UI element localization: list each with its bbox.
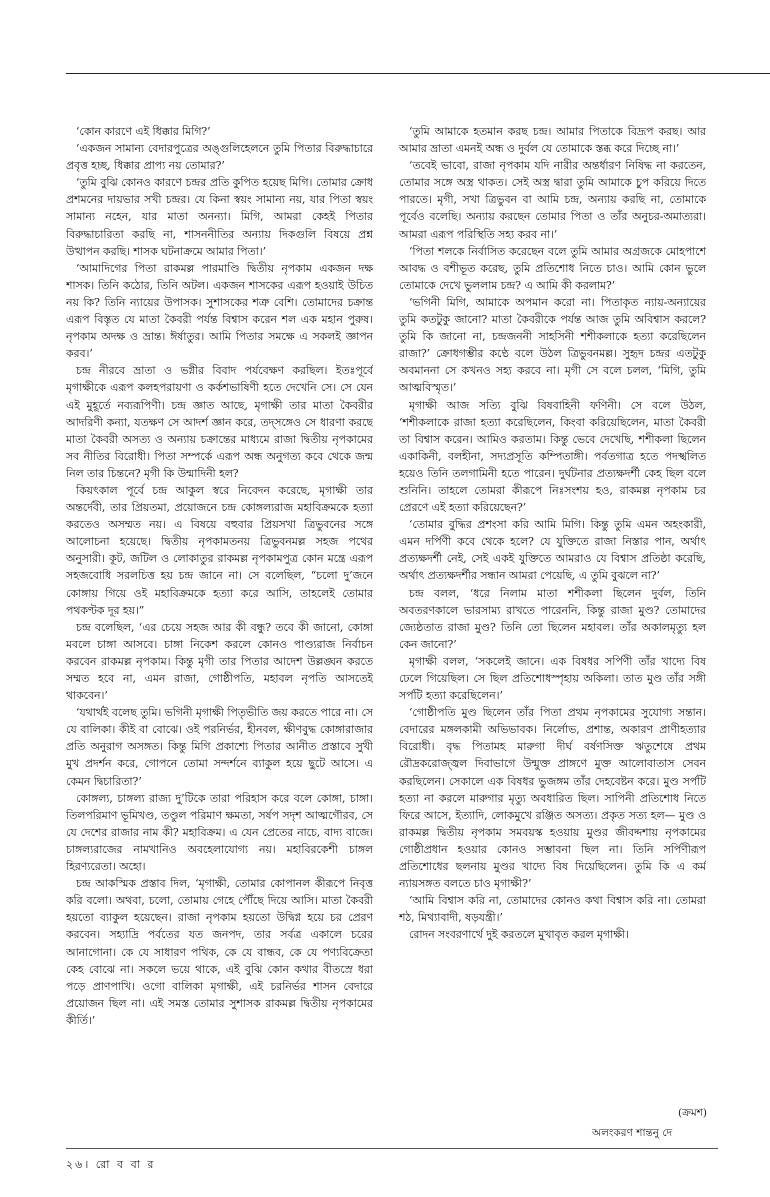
paragraph: চন্দ্র নীরবে ভ্রাতা ও ভগ্নীর বিবাদ পর্যবেক্ষণ করছিল। ইতঃপূর্বে মৃগাক্ষীকে এরূপ কলহপরায়ণা ও কর্কশভাষিণী হতে দেখেনি সে। সে যেন এই মুহূর্তে নব্যরূপিণী। চন্দ্র জ্ঞাত আছে, মৃগাক্ষী তার মাতা কৈবরীর আদরিণী কন্যা, যতক্ষণ সে আদর্শ জ্ঞান করে, তদ্‌সঙ্গেও সে ধারণা করছে মাতা কৈবরী অসত্য ও অন্যায় চক্রান্তের মাধ্যমে রাজা দ্বিতীয় নৃপকামের সব নীতির বিরোধী। পিতা সম্পর্কে এরূপ অন্ধ অনুগত্য কবে থেকে জন্ম নিল তার চিন্তনে? মৃগী কি উন্মাদিনী হল?: [66, 364, 373, 480]
paragraph: ‘তুমি বুঝি কোনও কারণে চন্দ্রর প্রতি কুপিত হয়েছ মিগি। তোমার ক্রোধ প্রশমনের দায়ভার সখী চন্দ্রর। যে কিনা স্বয়ং সামান্য নয়, যার পিতা স্বয়ং সামান্য নহেন, যার মাতা অনন্যা। মিগি, আমরা কেহই পিতার বিরুদ্ধাচারিতা করছি না, শাসননীতির অন্যায় দিকগুলি বিষয়ে প্রশ্ন উত্থাপন করছি। শাসক ঘটনাক্রমে আমার পিতা।’: [66, 176, 373, 258]
paragraph: মৃগাক্ষী আজ সত্যি বুঝি বিষবাহিনী ফণিনী। সে বলে উঠল, ‘শশীকলাকে রাজা হত্যা করেছিলেন, কিংবা করিয়েছিলেন, মাতা কৈবরী তা বিশ্বাস করেন। আমিও করতাম। কিন্তু ভেবে দেখেছি, শশীকলা ছিলেন একাকিনী, বলহীনা, সদ্যপ্রসূতি কম্পিতাঙ্গী। পর্বতগাত্র হতে পদস্খলিত হয়েও তিনি তলগামিনী হতে পারেন। দুর্ঘটনার প্রত্যক্ষদর্শী কেহ ছিল বলে শুনিনি। তাহলে তোমরা কীরূপে নিঃসংশয় হও, রাকমল্ল নৃপকাম চর প্রেরণে এই হত্যা করিয়েছেন?’: [399, 398, 706, 515]
paragraph: ‘একজন সামান্য বেদারপুত্রের অঙ্গুলিহেলনে তুমি পিতার বিরুদ্ধাচারে প্রবৃত্ত হচ্ছ, ধিক্কার প্রাপ্য নয় তোমার?’: [66, 142, 373, 173]
page-number: ২৬: [66, 1158, 85, 1171]
paragraph: ‘আমাদিগের পিতা রাকমল্ল পারমাণ্ডি দ্বিতীয় নৃপকাম একজন দক্ষ শাসক। তিনি কঠোর, তিনি অটল। একজন শাসকের এরূপ হওয়াই উচিত নয় কি? তিনি ন্যায়ের উপাসক। সুশাসকের শত্রু বেশি। তোমাদের চক্রান্ত এরূপ বিস্তৃত যে মাতা কৈবরী পর্যন্ত বিশ্বাস করেন শল এক মহান পুরুষ। নৃপকাম অদক্ষ ও ভ্রান্ত। ঈর্ষাতুর। আমি পিতার সমক্ষে এ সকলই জ্ঞাপন করব।’: [66, 261, 373, 361]
paragraph: ‘ভগিনী মিগি, আমাকে অপমান করো না। পিতাকৃত ন্যায়-অন্যায়ের তুমি কতটুকু জানো? মাতা কৈবরীকে পর্যন্ত আজ তুমি অবিশ্বাস করলে? তুমি কি জানো না, চন্দ্রজননী সাহসিনী শশীকলাকে হত্যা করেছিলেন রাজা?’ ক্রোধগম্ভীর কণ্ঠে বলে উঠল ত্রিভুবনমল্ল। সুহৃদ চন্দ্রর এতটুকু অবমাননা সে কখনও সহ্য করবে না। মৃগী সে বলে চলল, ‘মিগি, তুমি আত্মবিস্মৃত।’: [399, 295, 706, 395]
paragraph: চন্দ্র বলেছিল, ‘এর চেয়ে সহজ আর কী বন্ধু? তবে কী জানো, কোঙ্গা মবলে চাঙ্গা আসবে। চাঙ্গা নিকেশ করলে কোনও পাণ্ড্যরাজ নির্বাচন করবেন রাকমল্ল নৃপকাম। কিন্তু মৃগী তার পিতার আদেশ উল্লঙ্ঘন করতে সম্মত হবে না, এমন রাজা, গোষ্ঠীপতি, মহাবল নৃপতি আসতেই থাকবেন।’: [66, 620, 373, 703]
paragraph: কিয়ৎকাল পূর্বে চন্দ্র আকুল স্বরে নিবেদন করেছে, মৃগাক্ষী তার অন্তর্দেবী, তার প্রিয়তমা, প্রয়োজনে চন্দ্র কোঙ্গল্যরাজ মহাবিক্রমকে হত্যা করতেও অসম্মত নয়। এ বিষয়ে বহুবার প্রিয়সখা ত্রিভুবনের সঙ্গে আলোচনা হয়েছে। দ্বিতীয় নৃপকামতনয় ত্রিভুবনমল্ল সহজ পথের অনুসারী। কূট, জটিল ও লোকাতুর রাকমল্ল নৃপকামপুত্র কোন মন্ত্রে এরূপ সহজবোধি সরলচিত্ত হয় চন্দ্র জানে না। সে বলেছিল, “চলো দু’জনে কোঙ্গায় গিয়ে ওই মহাবিক্রমকে হত্যা করে আসি, তাহলেই তোমার পথকণ্টক দূর হয়।”: [66, 483, 373, 617]
paragraph: চন্দ্র বলল, ‘ধরে নিলাম মাতা শশীকলা ছিলেন দুর্বল, তিনি অবতরণকালে ভারসাম্য রাখতে পারেননি, কিন্তু রাজা মুণ্ড? তোমাদের জ্যেষ্ঠতাত রাজা মুণ্ড? তিনি তো ছিলেন মহাবল। তাঁর অকালমৃত্যু হল কেন জানো?’: [399, 586, 706, 651]
paragraph: কোঙ্গল্য, চাঙ্গল্য রাজ্য দু’টিকে তারা পরিহাস করে বলে কোঙ্গা, চাঙ্গা। তিলপরিমাণ ভূমিখণ্ড, তণ্ডুল পরিমাণ ক্ষমতা, সর্ষপ সদৃশ আত্মগৌরব, সে যে দেশের রাজার নাম কী? মহাবিক্রম। এ যেন প্রেতের নাচে, বাদ্য বাজে। চাঙ্গল্যরাজের নামখানিও অবহেলাযোগ্য নয়। মহাবিরকেশী চাঙ্গল হিরণ্যরেতা। অহো।: [66, 791, 373, 874]
paragraph: ‘গোষ্ঠীপতি মুণ্ড ছিলেন তাঁর পিতা প্রথম নৃপকামের সুযোগ্য সন্তান। বেদারের মঙ্গলকামী অভিভাবক। নির্লোভ, প্রশান্ত, অকারণ প্রাণীহত্যার বিরোধী। বৃদ্ধ পিতামহ মারুগা দীর্ঘ বর্ষণসিক্ত ঋতুশেষে প্রথম রৌদ্রকরোজ্জ্বল দিবাভাগে উন্মুক্ত প্রাঙ্গণে মুক্ত আলোবাতাস সেবন করছিলেন। সেকালে এক বিষধর ভুজঙ্গম তাঁর দেহবেষ্টন করে। মুণ্ড সর্পটি হত্যা না করলে মারুগার মৃত্যু অবধারিত ছিল। সাপিনী প্রতিশোধ নিতে ফিরে আসে, ইত্যাদি, লোকমুখে রঞ্জিত অসত্য। প্রকৃত সত্য হল— মুণ্ড ও রাকমল্ল দ্বিতীয় নৃপকাম সমবয়স্ক হওয়ায় মুণ্ডর জীবদ্দশায় নৃপকামের গোষ্ঠীপ্রধান হওয়ার কোনও সম্ভাবনা ছিল না। তিনি সর্পিণীরূপ প্রতিশোধের ছলনায় মুণ্ডর খাদ্যে বিষ দিয়েছিলেন। তুমি কি এ কর্ম ন্যায়সঙ্গত বলতে চাও মৃগাক্ষী?’: [399, 706, 706, 891]
paragraph: রোদন সংবরণার্থে দুই করতলে মুখাবৃত করল মৃগাক্ষী।: [409, 928, 629, 942]
left-column: [66, 123, 373, 1143]
paragraph: চন্দ্র আকস্মিক প্রস্তাব দিল, ‘মৃগাক্ষী, তোমার কোপানল কীরূপে নিবৃত্ত করি বলো। অথবা, চলো, তোমায় গেহে পৌঁছে দিয়ে আসি। মাতা কৈবরী হয়তো ব্যাকুল হয়েছেন। রাজা নৃপকাম হয়তো উদ্বিগ্ন হয়ে চর প্রেরণ করবেন। সহ্যাদ্রি পর্বতের যত জনপদ, তার সর্বত্র একালে চরের আনাগোনা। কে যে সাধারণ পথিক, কে যে বান্ধব, কে যে পণ্যবিক্রেতা কেহ বোঝে না। সকলে ভয়ে থাকে, এই বুঝি কোন কথার বীতস্রে ধরা পড়ে প্রাণপাখি। ওগো বালিকা মৃগাক্ষী, এই চরনির্ভর শাসন বেদারে প্রয়োজন ছিল না। এই সমস্ত তোমার সুশাসক রাকমল্ল দ্বিতীয় নৃপকামের কীর্তি।’: [66, 877, 373, 1027]
paragraph: ‘কোন কারণে এই ধিক্কার মিগি?’: [76, 125, 211, 138]
paragraph: ‘তুমি আমাকে হতমান করছ চন্দ্র। আমার পিতাকে বিদ্রূপ করছ। আর আমার ভ্রাতা এমনই অন্ধ ও দুর্বল যে তোমাকে স্তব্ধ করে দিচ্ছে না।’: [399, 125, 706, 156]
page-footer: ২৬। রো ব বা র: [66, 1158, 156, 1171]
paragraph: ‘তোমার বুদ্ধির প্রশংসা করি আমি মিগি। কিন্তু তুমি এমন অহংকারী, এমন দর্পিণী কবে থেকে হলে? যে যুক্তিতে রাজা নিস্তার পান, অর্থাৎ প্রত্যক্ষদর্শী নেই, সেই একই যুক্তিতে আমরাও যে বিশ্বাস প্রতিষ্ঠা করেছি, অর্থাৎ প্রত্যক্ষদর্শীর সন্ধান আমরা পেয়েছি, এ তুমি বুঝলে না?’: [399, 518, 706, 583]
top-rule: [66, 73, 770, 74]
paragraph: ‘যথার্থই বলেছ তুমি। ভগিনী মৃগাক্ষী পিতৃভীতি জয় করতে পারে না। সে যে বালিকা। কীই বা বোঝে। ওই পরনির্ভর, হীনবল, ক্ষীণবুদ্ধ কোঙ্গারাজার প্রতি অনুরাগ অসঙ্গত। কিন্তু মিগি প্রকাশ্যে পিতার আনীত প্রস্তাবে সুখী মুখ প্রদর্শন করে, গোপনে তোমা সন্দর্শনে ব্যাকুল হয়ে ছুটে আসে। এ কেমন দ্বিচারিতা?’: [66, 706, 373, 788]
right-column: [399, 123, 706, 1143]
paragraph: মৃগাক্ষী বলল, ‘সকলেই জানে। এক বিষধর সর্পিণী তাঁর খাদ্যে বিষ ঢেলে গিয়েছিল। সে ছিল প্রতিশোধস্পৃহায় অকিলা। তাত মুণ্ড তাঁর সঙ্গী সর্পটি হত্যা করেছিলেন।’: [399, 654, 706, 703]
illustration-credit: অলংকরণ শান্তনু দে: [592, 1127, 673, 1139]
continued-marker: (ক্রমশ): [678, 1107, 708, 1119]
magazine-name: রো ব বা র: [95, 1158, 156, 1171]
bottom-rule: [66, 1148, 718, 1149]
paragraph: ‘তবেই ভাবো, রাজা নৃপকাম যদি নারীর অন্তর্ধারণ নিষিদ্ধ না করতেন, তোমার সঙ্গে অস্ত্র থাকত। সেই অস্ত্র দ্বারা তুমি আমাকে চুপ করিয়ে দিতে পারতে। মৃগী, সখা ত্রিভুবন বা আমি চন্দ্র, অন্যায় করছি না, তোমাকে পূর্বেও বলেছি। অন্যায় করছেন তোমার পিতা ও তাঁর অনুচর-অমাত্যরা। আমরা এরূপ পরিস্থিতি সহ্য করব না।’: [399, 159, 706, 241]
paragraph: ‘আমি বিশ্বাস করি না, তোমাদের কোনও কথা বিশ্বাস করি না। তোমরা শঠ, মিথ্যাবাদী, ষড়যন্ত্রী।’: [399, 894, 706, 925]
article-body: [66, 123, 706, 1143]
paragraph: ‘পিতা শলকে নির্বাসিত করেছেন বলে তুমি আমার অগ্রজকে মোহপাশে আবদ্ধ ও বশীভূত করেছ, তুমি প্রতিশোধ নিতে চাও। আমি কোন ভুলে তোমাকে দেখে ভুললাম চন্দ্র? এ আমি কী করলাম?’: [399, 244, 706, 292]
